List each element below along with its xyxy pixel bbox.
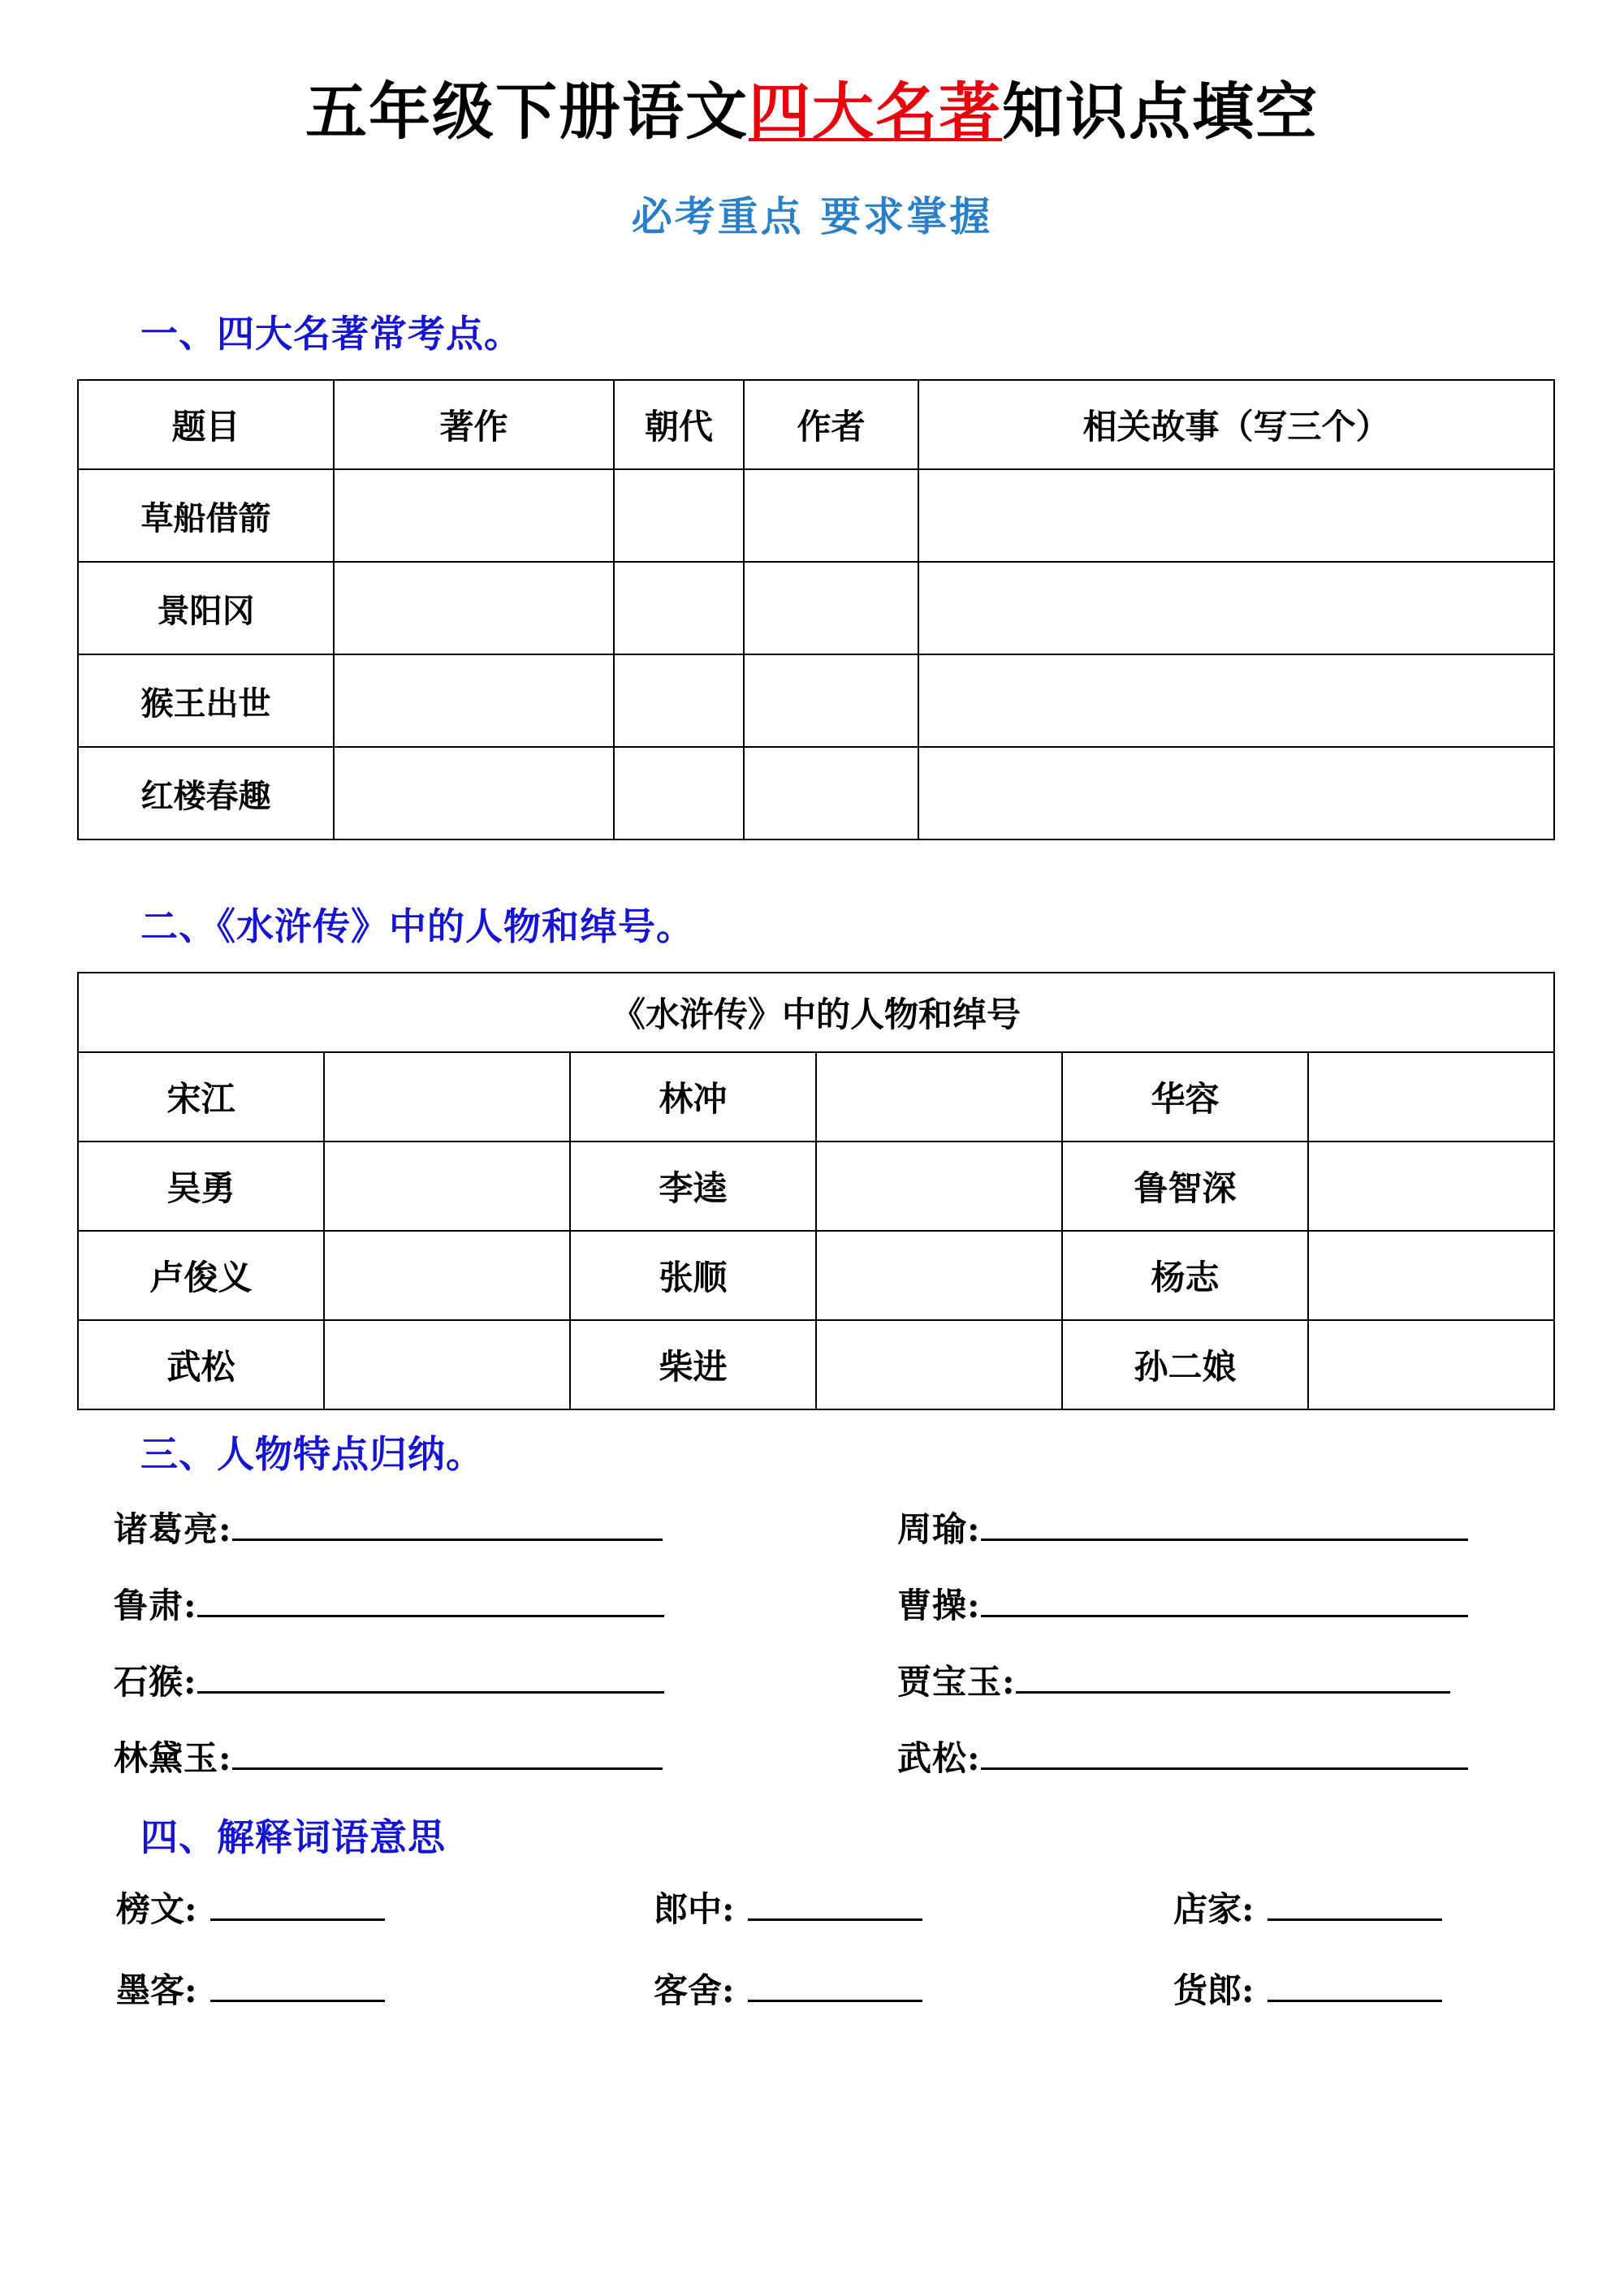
table-row (78, 469, 1554, 562)
fill-label: 诸葛亮: (114, 1509, 232, 1549)
answer-cell-author[interactable] (744, 654, 918, 747)
table-header-row (78, 380, 1554, 469)
answer-cell-author[interactable] (744, 469, 918, 562)
fill-item-caocao (897, 1579, 1563, 1628)
nickname-blank[interactable] (1308, 1142, 1554, 1231)
character-name: 杨志 (1062, 1231, 1308, 1320)
nickname-blank[interactable] (816, 1231, 1062, 1320)
word-row (85, 1964, 1563, 2013)
table-header-cell: 题目 (78, 380, 334, 469)
fill-item-shihou (85, 1655, 897, 1704)
answer-cell-dynasty[interactable] (614, 562, 744, 654)
word-label: 客舍: (654, 1970, 735, 2010)
answer-cell-dynasty[interactable] (614, 469, 744, 562)
character-name: 武松 (78, 1320, 324, 1409)
nickname-blank[interactable] (1308, 1231, 1554, 1320)
fill-item-zhouyu (897, 1503, 1563, 1552)
fill-blank-line[interactable] (981, 1587, 1468, 1617)
character-name: 林冲 (570, 1052, 816, 1142)
table-row (78, 1142, 1554, 1231)
nickname-blank[interactable] (816, 1142, 1062, 1231)
character-name: 鲁智深 (1062, 1142, 1308, 1231)
table-row (78, 654, 1554, 747)
fill-label: 鲁肃: (114, 1586, 197, 1625)
four-classics-table (77, 379, 1555, 840)
answer-cell-stories[interactable] (918, 654, 1554, 747)
fill-blank-line[interactable] (981, 1740, 1468, 1770)
fill-blank-line[interactable] (1016, 1664, 1450, 1694)
fill-item-jiabaoyu (897, 1655, 1563, 1704)
word-blank-line[interactable] (1268, 1891, 1442, 1921)
title-part-2: 知识点填空 (1002, 76, 1319, 148)
nickname-blank[interactable] (324, 1142, 570, 1231)
topic-cell: 猴王出世 (78, 654, 334, 747)
answer-cell-stories[interactable] (918, 562, 1554, 654)
answer-cell-author[interactable] (744, 562, 918, 654)
nickname-blank[interactable] (816, 1052, 1062, 1142)
word-label: 榜文: (116, 1889, 197, 1929)
table-row (78, 562, 1554, 654)
word-meaning-grid (85, 1883, 1563, 2013)
answer-cell-work[interactable] (334, 469, 614, 562)
answer-cell-work[interactable] (334, 562, 614, 654)
word-item-keshe (654, 1964, 1173, 2013)
fill-blank-line[interactable] (197, 1664, 664, 1694)
fill-label: 石猴: (114, 1662, 197, 1702)
character-name: 宋江 (78, 1052, 324, 1142)
word-item-langzhong (654, 1883, 1173, 1931)
word-label: 货郎: (1173, 1970, 1255, 2010)
table-caption: 《水浒传》中的人物和绰号 (78, 973, 1554, 1052)
nickname-blank[interactable] (324, 1320, 570, 1409)
word-item-bangwen (85, 1883, 654, 1931)
fill-item-lusu (85, 1579, 897, 1628)
word-blank-line[interactable] (210, 1972, 385, 2002)
table-header-cell: 相关故事（写三个） (918, 380, 1554, 469)
table-row (78, 747, 1554, 839)
table-header-cell: 作者 (744, 380, 918, 469)
character-name: 卢俊义 (78, 1231, 324, 1320)
character-traits-fill-grid (85, 1503, 1563, 1780)
nickname-blank[interactable] (324, 1052, 570, 1142)
table-header-cell: 著作 (334, 380, 614, 469)
title-part-1: 五年级下册语文 (305, 76, 749, 148)
answer-cell-stories[interactable] (918, 747, 1554, 839)
fill-row (85, 1503, 1563, 1552)
word-row (85, 1883, 1563, 1931)
section-heading-one: 一、四大名著常考点。 (140, 312, 522, 356)
water-margin-table (77, 972, 1555, 1410)
section-heading-two: 二、《水浒传》中的人物和绰号。 (140, 904, 694, 948)
fill-label: 林黛玉: (114, 1738, 232, 1778)
answer-cell-dynasty[interactable] (614, 747, 744, 839)
fill-item-wusong (897, 1732, 1563, 1780)
page-subtitle: 必考重点 要求掌握 (631, 192, 993, 240)
fill-label: 周瑜: (897, 1509, 981, 1549)
fill-row (85, 1579, 1563, 1628)
word-item-huolang (1173, 1964, 1563, 2013)
page-title (77, 73, 1547, 150)
fill-row (85, 1655, 1563, 1704)
word-label: 店家: (1173, 1889, 1255, 1929)
word-blank-line[interactable] (210, 1891, 385, 1921)
table-row (78, 1320, 1554, 1409)
word-label: 墨客: (116, 1970, 197, 2010)
topic-cell: 红楼春趣 (78, 747, 334, 839)
answer-cell-work[interactable] (334, 654, 614, 747)
fill-label: 武松: (897, 1738, 981, 1778)
fill-blank-line[interactable] (232, 1740, 663, 1770)
section-heading-four: 四、解释词语意思 (140, 1815, 446, 1859)
table-row (78, 1052, 1554, 1142)
nickname-blank[interactable] (1308, 1052, 1554, 1142)
fill-blank-line[interactable] (232, 1511, 663, 1541)
character-name: 吴勇 (78, 1142, 324, 1231)
word-item-dianjia (1173, 1883, 1563, 1931)
title-highlight: 四大名著 (749, 76, 1002, 148)
nickname-blank[interactable] (324, 1231, 570, 1320)
character-name: 李逵 (570, 1142, 816, 1231)
word-blank-line[interactable] (748, 1972, 922, 2002)
word-blank-line[interactable] (1268, 1972, 1442, 2002)
nickname-blank[interactable] (1308, 1320, 1554, 1409)
word-item-moke (85, 1964, 654, 2013)
answer-cell-dynasty[interactable] (614, 654, 744, 747)
table-row (78, 1231, 1554, 1320)
answer-cell-work[interactable] (334, 747, 614, 839)
answer-cell-author[interactable] (744, 747, 918, 839)
word-label: 郎中: (654, 1889, 735, 1929)
fill-row (85, 1732, 1563, 1780)
table-header-cell: 朝代 (614, 380, 744, 469)
answer-cell-stories[interactable] (918, 469, 1554, 562)
section-heading-three: 三、人物特点归纳。 (140, 1432, 484, 1476)
topic-cell: 草船借箭 (78, 469, 334, 562)
fill-label: 曹操: (897, 1586, 981, 1625)
word-blank-line[interactable] (748, 1891, 922, 1921)
topic-cell: 景阳冈 (78, 562, 334, 654)
nickname-blank[interactable] (816, 1320, 1062, 1409)
character-name: 华容 (1062, 1052, 1308, 1142)
table-caption-row (78, 973, 1554, 1052)
character-name: 张顺 (570, 1231, 816, 1320)
character-name: 柴进 (570, 1320, 816, 1409)
fill-label: 贾宝玉: (897, 1662, 1016, 1702)
character-name: 孙二娘 (1062, 1320, 1308, 1409)
fill-blank-line[interactable] (981, 1511, 1468, 1541)
fill-item-lindaiyu (85, 1732, 897, 1780)
fill-item-zhugeliang (85, 1503, 897, 1552)
fill-blank-line[interactable] (197, 1587, 664, 1617)
